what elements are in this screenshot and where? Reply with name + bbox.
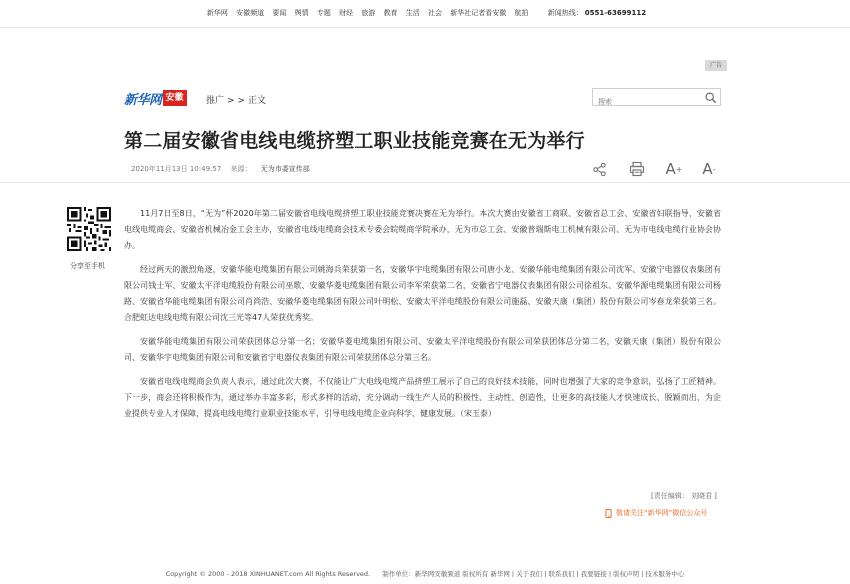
nav-link-news[interactable]: 要闻 (272, 9, 287, 17)
article-tools (589, 158, 721, 180)
nav-link-finance[interactable]: 财经 (339, 9, 354, 17)
font-decrease-icon: A (702, 160, 713, 178)
phone-icon (605, 509, 612, 518)
share-button[interactable] (589, 158, 609, 180)
article-paragraph: 安徽省电线电缆商会负责人表示，通过此次大赛，不仅能让广大电线电缆产品挤塑工展示了自己的良好技术技能，同时也增强了大家的竞争意识，弘扬了工匠精神。下一步，商会还将积极作为，通过举办丰富多彩，形式多样的活动，充分调动一线生产人员的积极性、主动性、创造性，让更多的高技能人才快速成长、脱颖而出，为企业提供专业人才保障，提高电线电缆行业职业技能水平，引导电线电缆企业向科学、健康发展。（宋玉泰） (124, 377, 721, 418)
article-paragraph: 11月7日至8日，“无为”杯2020年第二届安徽省电线电缆挤塑工职业技能竞赛决赛在无为举行。本次大赛由安徽省工商联、安徽省总工会、安徽省妇联指导，安徽省电线电缆商会、安徽省机械冶金工会主办，安徽省电线电缆商会技术专委会皖缆商学院承办，无为市总工会、安徽普瑞斯电工机械有限公司、无为市电线电缆行业协会协办。 (124, 209, 721, 250)
breadcrumb-current: 正文 (247, 96, 266, 106)
top-nav (0, 8, 850, 18)
nav-link-society[interactable]: 社会 (428, 9, 443, 17)
print-button[interactable] (627, 158, 647, 180)
breadcrumb (206, 93, 269, 106)
search-box (592, 88, 721, 106)
nav-link-anhui[interactable]: 安徽频道 (236, 9, 265, 17)
article-date: 2020年11月13日 10:49:57 (131, 165, 222, 173)
article-source: 无为市委宣传部 (260, 165, 310, 173)
qr-code-icon (67, 207, 111, 251)
font-increase-button[interactable] (664, 158, 684, 180)
footer (0, 569, 850, 578)
footer-links[interactable]: 制作单位：新华网安徽频道 版权所有 新华网 | 关于我们 | 联系我们 | 我要链接 | 版权声明 | 技术服务中心 (382, 570, 685, 578)
editor-credit: [责任编辑： 刘晓君 ] (651, 492, 717, 500)
breadcrumb-section[interactable]: 推广 (206, 96, 225, 106)
plus-icon: + (675, 164, 683, 174)
follow-wechat-link[interactable] (605, 508, 707, 518)
top-divider (0, 27, 850, 28)
printer-icon (629, 161, 645, 177)
nav-link-topics[interactable]: 专题 (316, 9, 331, 17)
share-to-phone-label: 分享至手机 (70, 262, 105, 270)
nav-link-life[interactable]: 生活 (405, 9, 420, 17)
nav-link-opinion[interactable]: 舆情 (294, 9, 309, 17)
article-meta (131, 164, 317, 174)
nav-link-travel[interactable]: 旅游 (361, 9, 376, 17)
article-paragraph: 经过两天的激烈角逐，安徽华能电缆集团有限公司姚海兵荣获第一名，安徽华宇电缆集团有限公司唐小龙、安徽华能电缆集团有限公司沈军、安徽宁电器仪表集团有限公司钱士军、安徽太平洋电缆股份有限公司巫歌、安徽华菱电缆集团有限公司李军荣获第二名，安徽省宁电器仪表集团有限公司徐祖东、安徽华源电缆集团有限公司杨路、安徽省华能电缆集团有限公司肖尚浩、安徽华菱电缆集团有限公司叶明松、安徽太平洋电缆股份有限公司施磊、安徽天康（集团）股份有限公司岑春龙荣获第三名。合肥虹达电线电缆有限公司沈三光等47人荣获优秀奖。 (124, 265, 721, 322)
nav-link-xinhua[interactable]: 新华网 (206, 9, 228, 17)
article-paragraph: 安徽华能电缆集团有限公司荣获团体总分第一名；安徽华菱电缆集团有限公司、安徽太平洋电缆股份有限公司荣获团体总分第二名，安徽天康（集团）股份有限公司、安徽华宇电缆集团有限公司和安徽省宁电器仪表集团有限公司荣获团体总分第三名。 (124, 337, 721, 362)
minus-icon: - (712, 164, 716, 174)
font-increase-icon: A (665, 160, 676, 178)
article-source-label: 来源： (230, 165, 252, 173)
nav-link-education[interactable]: 教育 (383, 9, 398, 17)
hotline-number: 0551-63699112 (584, 9, 647, 17)
hotline-label: 新闻热线： (547, 9, 583, 17)
logo-xinhua: 新华网 (124, 92, 162, 108)
footer-copyright: Copyright © 2000 - 2018 XINHUANET.com All Rights Reserved. (165, 570, 371, 578)
breadcrumb-separator: > > (227, 96, 245, 106)
search-input[interactable] (593, 94, 693, 110)
nav-link-reporters[interactable]: 新华社记者看安徽 (450, 9, 507, 17)
share-icon (592, 162, 607, 177)
nav-link-aerial[interactable]: 航拍 (514, 9, 529, 17)
hotline (548, 9, 646, 17)
article-body (124, 206, 721, 430)
font-decrease-button[interactable] (699, 158, 719, 180)
article-title: 第二届安徽省电线电缆挤塑工职业技能竞赛在无为举行 (124, 130, 585, 152)
search-icon[interactable] (704, 91, 717, 104)
site-logo[interactable] (124, 89, 187, 107)
header-divider (0, 182, 850, 183)
logo-region: 安徽 (163, 90, 187, 106)
ad-badge[interactable]: 广告 (705, 60, 727, 71)
follow-wechat-text: 敬请关注“新华网”微信公众号 (616, 509, 708, 517)
